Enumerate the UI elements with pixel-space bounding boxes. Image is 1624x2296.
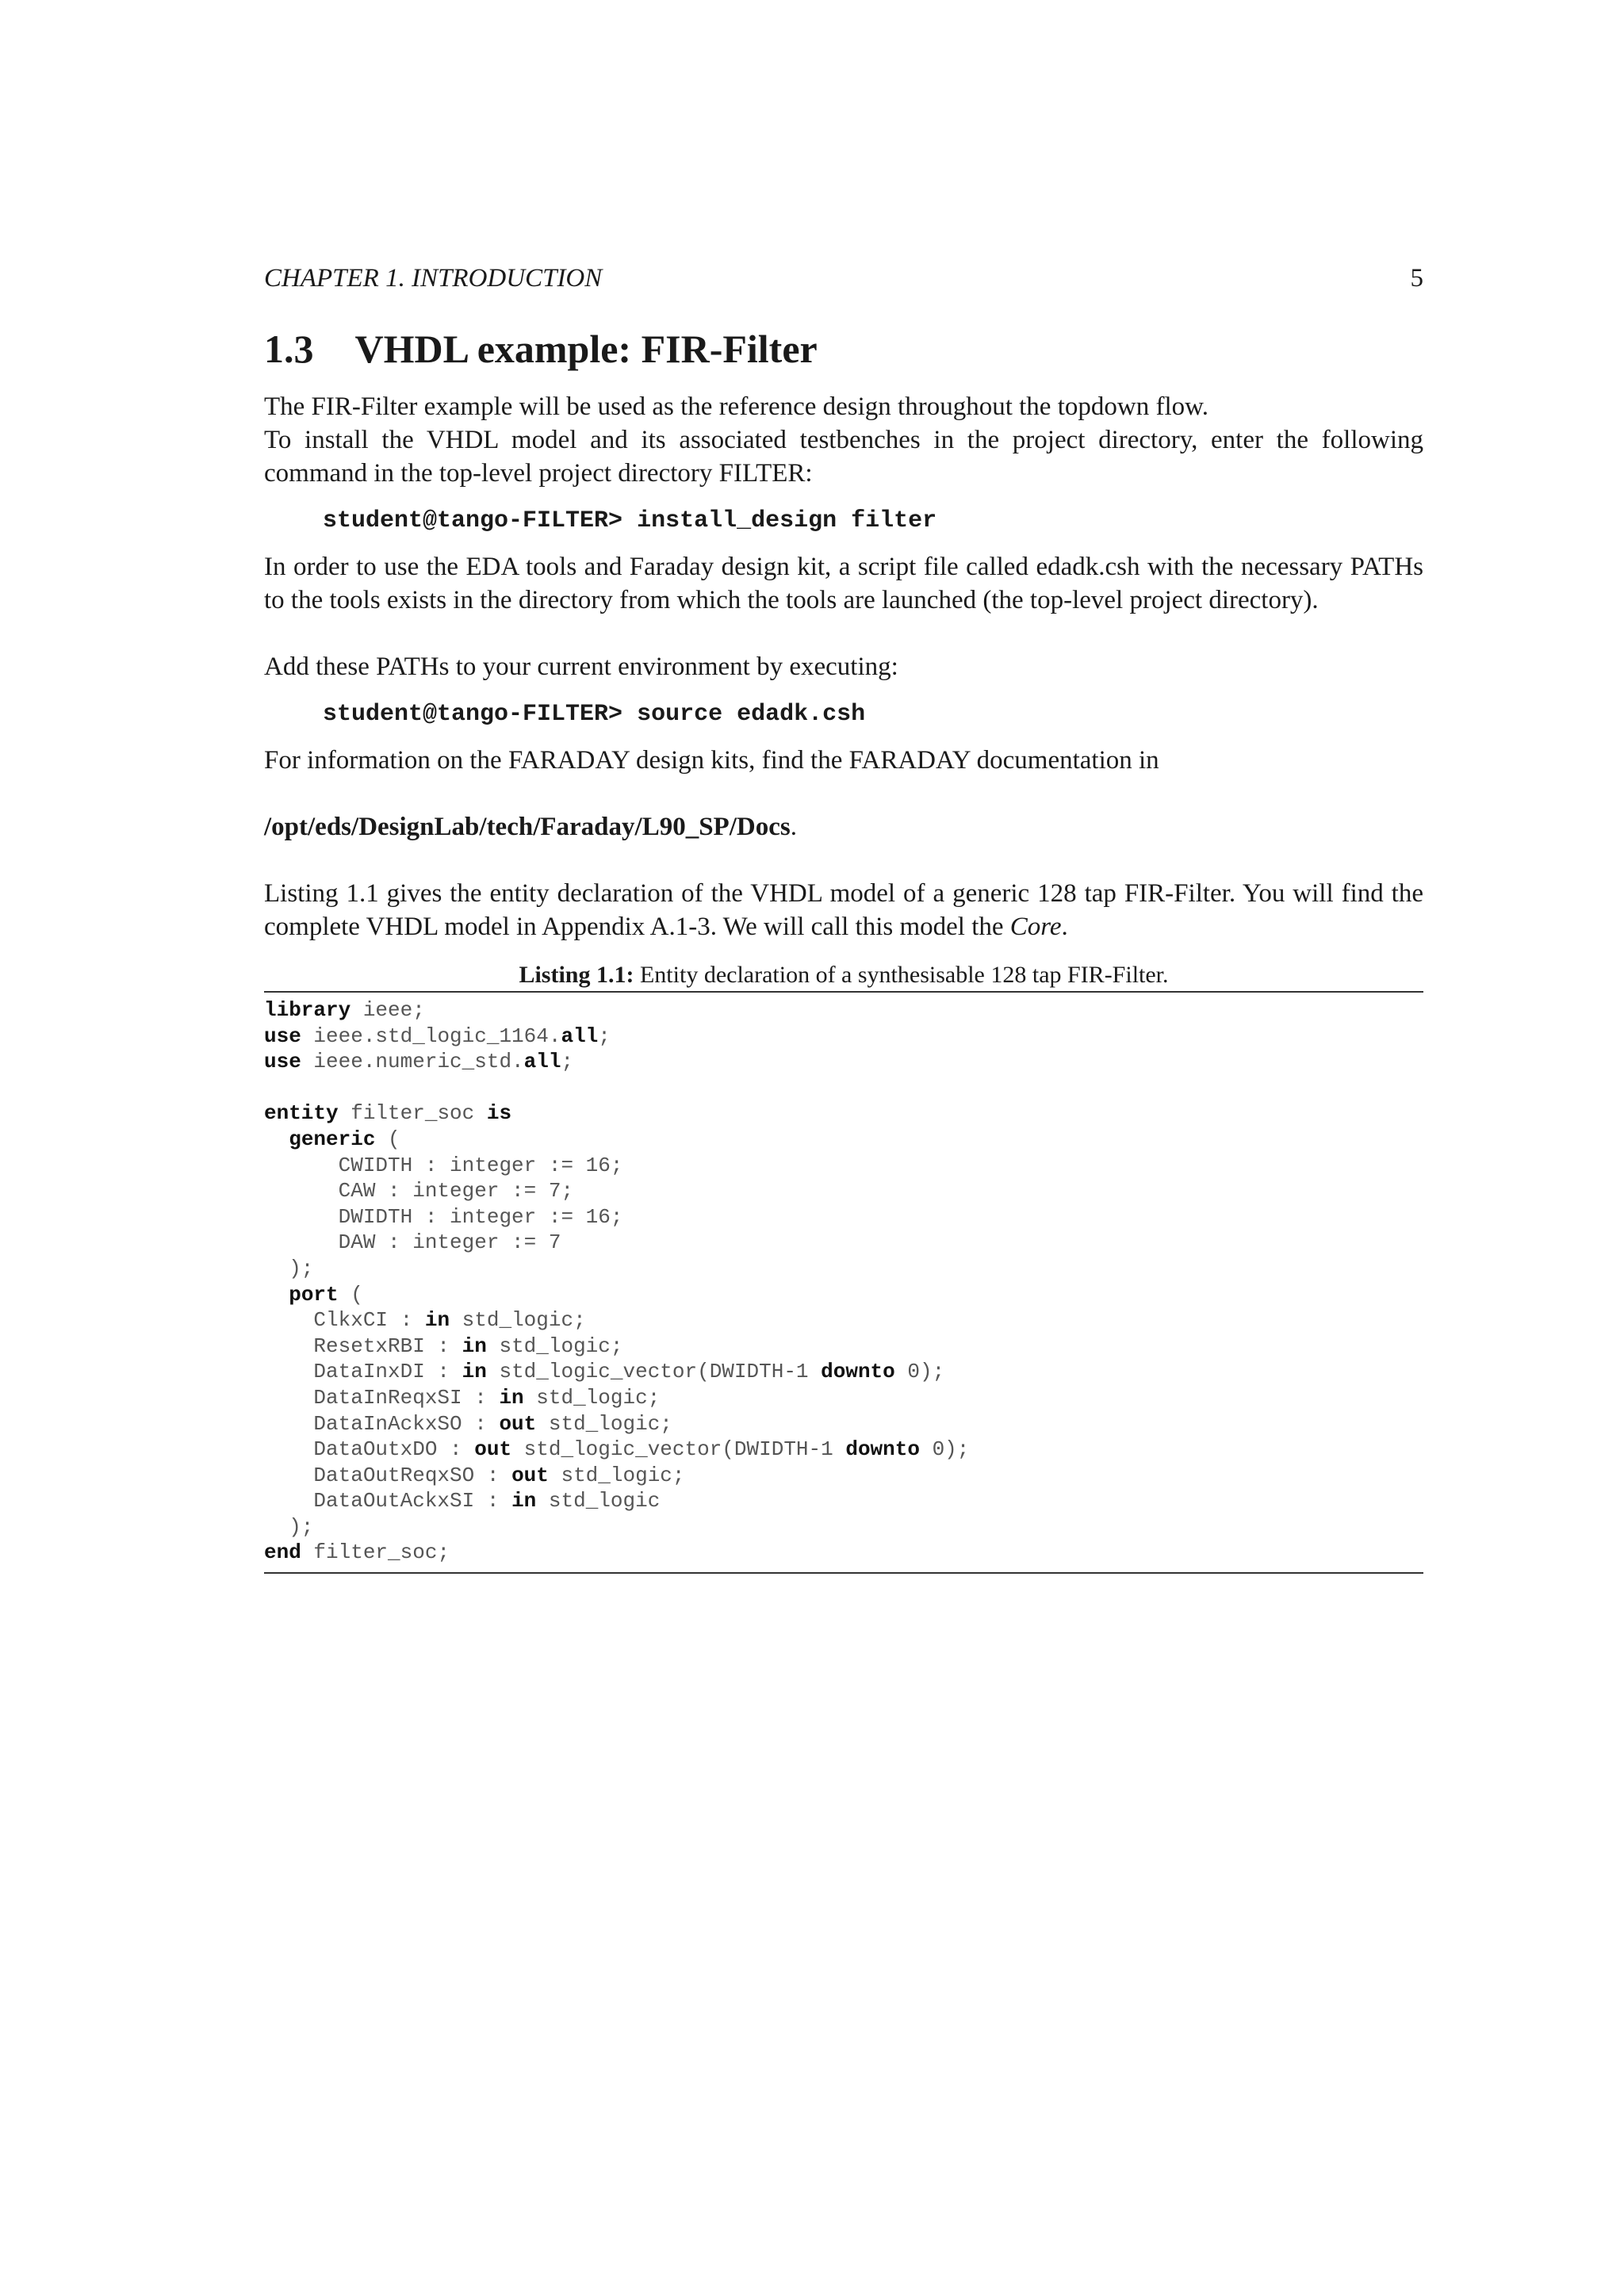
code-line <box>264 1282 1423 1308</box>
code-line <box>264 1463 1423 1489</box>
code-line <box>264 1049 1423 1075</box>
document-page <box>264 262 1423 1574</box>
code-keyword: use <box>264 1050 301 1074</box>
code-line <box>264 1127 1423 1153</box>
code-text: ResetxRBI : <box>264 1334 462 1358</box>
paragraph-faraday: For information on the FARADAY design kits, find the FARADAY documentation in <box>264 746 1159 775</box>
code-text: DataOutAckxSI : <box>264 1489 512 1513</box>
code-keyword: downto <box>845 1437 920 1462</box>
code-keyword: all <box>523 1050 561 1074</box>
listing-bottom-rule <box>264 1572 1423 1574</box>
code-keyword: in <box>511 1489 537 1513</box>
code-text: DWIDTH : integer := 16; <box>264 1204 623 1229</box>
code-keyword: out <box>511 1463 549 1487</box>
code-text: DataInReqxSI : <box>264 1385 500 1410</box>
code-text: std_logic; <box>536 1411 672 1436</box>
code-keyword: in <box>462 1360 487 1384</box>
code-text: std_logic; <box>450 1308 586 1333</box>
code-line <box>264 1385 1423 1411</box>
code-line <box>264 1256 1423 1282</box>
code-text: filter_soc <box>338 1101 487 1126</box>
code-keyword: entity <box>264 1101 339 1126</box>
code-text: ); <box>264 1514 314 1539</box>
code-text: ieee; <box>350 998 425 1022</box>
code-text: CAW : integer := 7; <box>264 1179 574 1203</box>
code-text: ieee.numeric_std. <box>301 1050 524 1074</box>
code-keyword: out <box>499 1411 537 1436</box>
code-line <box>264 1153 1423 1179</box>
code-line <box>264 1307 1423 1334</box>
code-line <box>264 1359 1423 1385</box>
code-text: std_logic_vector(DWIDTH-1 <box>486 1360 822 1384</box>
code-text: ; <box>561 1050 574 1074</box>
code-text: ( <box>375 1127 400 1151</box>
code-keyword: end <box>264 1540 301 1565</box>
code-text: std_logic; <box>548 1463 685 1487</box>
code-text: ); <box>264 1256 314 1280</box>
code-text: DAW : integer := 7 <box>264 1230 561 1255</box>
code-text <box>264 1283 289 1307</box>
code-keyword: is <box>486 1101 512 1126</box>
code-text: DataOutReqxSO : <box>264 1463 512 1487</box>
code-keyword: in <box>424 1308 450 1333</box>
code-text: 0); <box>919 1437 970 1462</box>
code-line <box>264 1488 1423 1514</box>
code-line <box>264 1540 1423 1566</box>
code-keyword: generic <box>289 1127 376 1151</box>
code-line <box>264 1334 1423 1360</box>
section-title: VHDL example: FIR-Filter <box>354 327 818 371</box>
code-text: std_logic; <box>523 1385 661 1410</box>
paragraph-install: To install the VHDL model and its associated testbenches in the project directory, enter the following command in the top-level project directory FILTER: <box>264 426 1423 488</box>
paragraph-doc-path: /opt/eds/DesignLab/tech/Faraday/L90_SP/Docs. <box>264 813 797 841</box>
vhdl-code-listing <box>264 993 1423 1572</box>
code-text: ieee.std_logic_1164. <box>301 1024 561 1048</box>
paragraph-add-paths: Add these PATHs to your current environment by executing: <box>264 652 898 681</box>
code-keyword: all <box>561 1024 599 1048</box>
doc-path: /opt/eds/DesignLab/tech/Faraday/L90_SP/Docs <box>264 813 791 841</box>
code-text: ClkxCI : <box>264 1308 425 1333</box>
code-keyword: out <box>474 1437 512 1462</box>
paragraph-edadk: In order to use the EDA tools and Faraday design kit, a script file called edadk.csh with the necessary PATHs to the tools exists in the directory from which the tools are launched (the top-level project directory). <box>264 553 1423 614</box>
code-keyword: downto <box>821 1360 895 1384</box>
core-term: Core <box>1009 913 1062 941</box>
code-line <box>264 1514 1423 1540</box>
listing-caption <box>264 959 1423 991</box>
code-text: CWIDTH : integer := 16; <box>264 1153 623 1177</box>
code-text: std_logic; <box>486 1334 623 1358</box>
code-line <box>264 1024 1423 1050</box>
code-keyword: in <box>499 1385 524 1410</box>
code-text: DataInxDI : <box>264 1360 462 1384</box>
code-keyword: use <box>264 1024 301 1048</box>
listing-caption-text: Entity declaration of a synthesisable 128 tap FIR-Filter. <box>634 962 1169 988</box>
paragraph-listing-intro: Listing 1.1 gives the entity declaration of the VHDL model of a generic 128 tap FIR-Filter. You will find the complete VHDL model in Appendix A.1-3. We will call this model the Core. <box>264 879 1423 941</box>
code-line <box>264 1437 1423 1463</box>
page-number: 5 <box>1410 264 1423 293</box>
code-line <box>264 997 1423 1024</box>
section-number: 1.3 <box>264 327 314 371</box>
running-header <box>264 262 1423 297</box>
code-keyword: library <box>264 998 351 1022</box>
chapter-title: CHAPTER 1. INTRODUCTION <box>264 264 603 293</box>
code-line <box>264 1230 1423 1256</box>
code-text: DataOutxDO : <box>264 1437 475 1462</box>
code-line <box>264 1178 1423 1204</box>
code-text: std_logic_vector(DWIDTH-1 <box>511 1437 846 1462</box>
code-text: ( <box>338 1282 363 1307</box>
code-keyword: port <box>289 1282 339 1307</box>
code-line <box>264 1204 1423 1230</box>
code-line <box>264 1100 1423 1127</box>
section-heading <box>264 325 1423 373</box>
code-line <box>264 1075 1423 1101</box>
code-line <box>264 1411 1423 1437</box>
code-text: std_logic <box>536 1489 661 1513</box>
install-command: student@tango-FILTER> install_design filter <box>323 507 937 534</box>
code-text <box>264 1127 289 1151</box>
code-text: 0); <box>894 1360 945 1384</box>
code-keyword: in <box>462 1334 487 1358</box>
code-text: filter_soc; <box>301 1540 450 1565</box>
code-text: DataInAckxSO : <box>264 1411 500 1436</box>
paragraph-intro: The FIR-Filter example will be used as the reference design throughout the topdown flow. <box>264 392 1209 421</box>
code-text: ; <box>598 1024 611 1048</box>
listing-caption-label: Listing 1.1: <box>519 962 634 988</box>
source-command: student@tango-FILTER> source edadk.csh <box>323 701 866 728</box>
